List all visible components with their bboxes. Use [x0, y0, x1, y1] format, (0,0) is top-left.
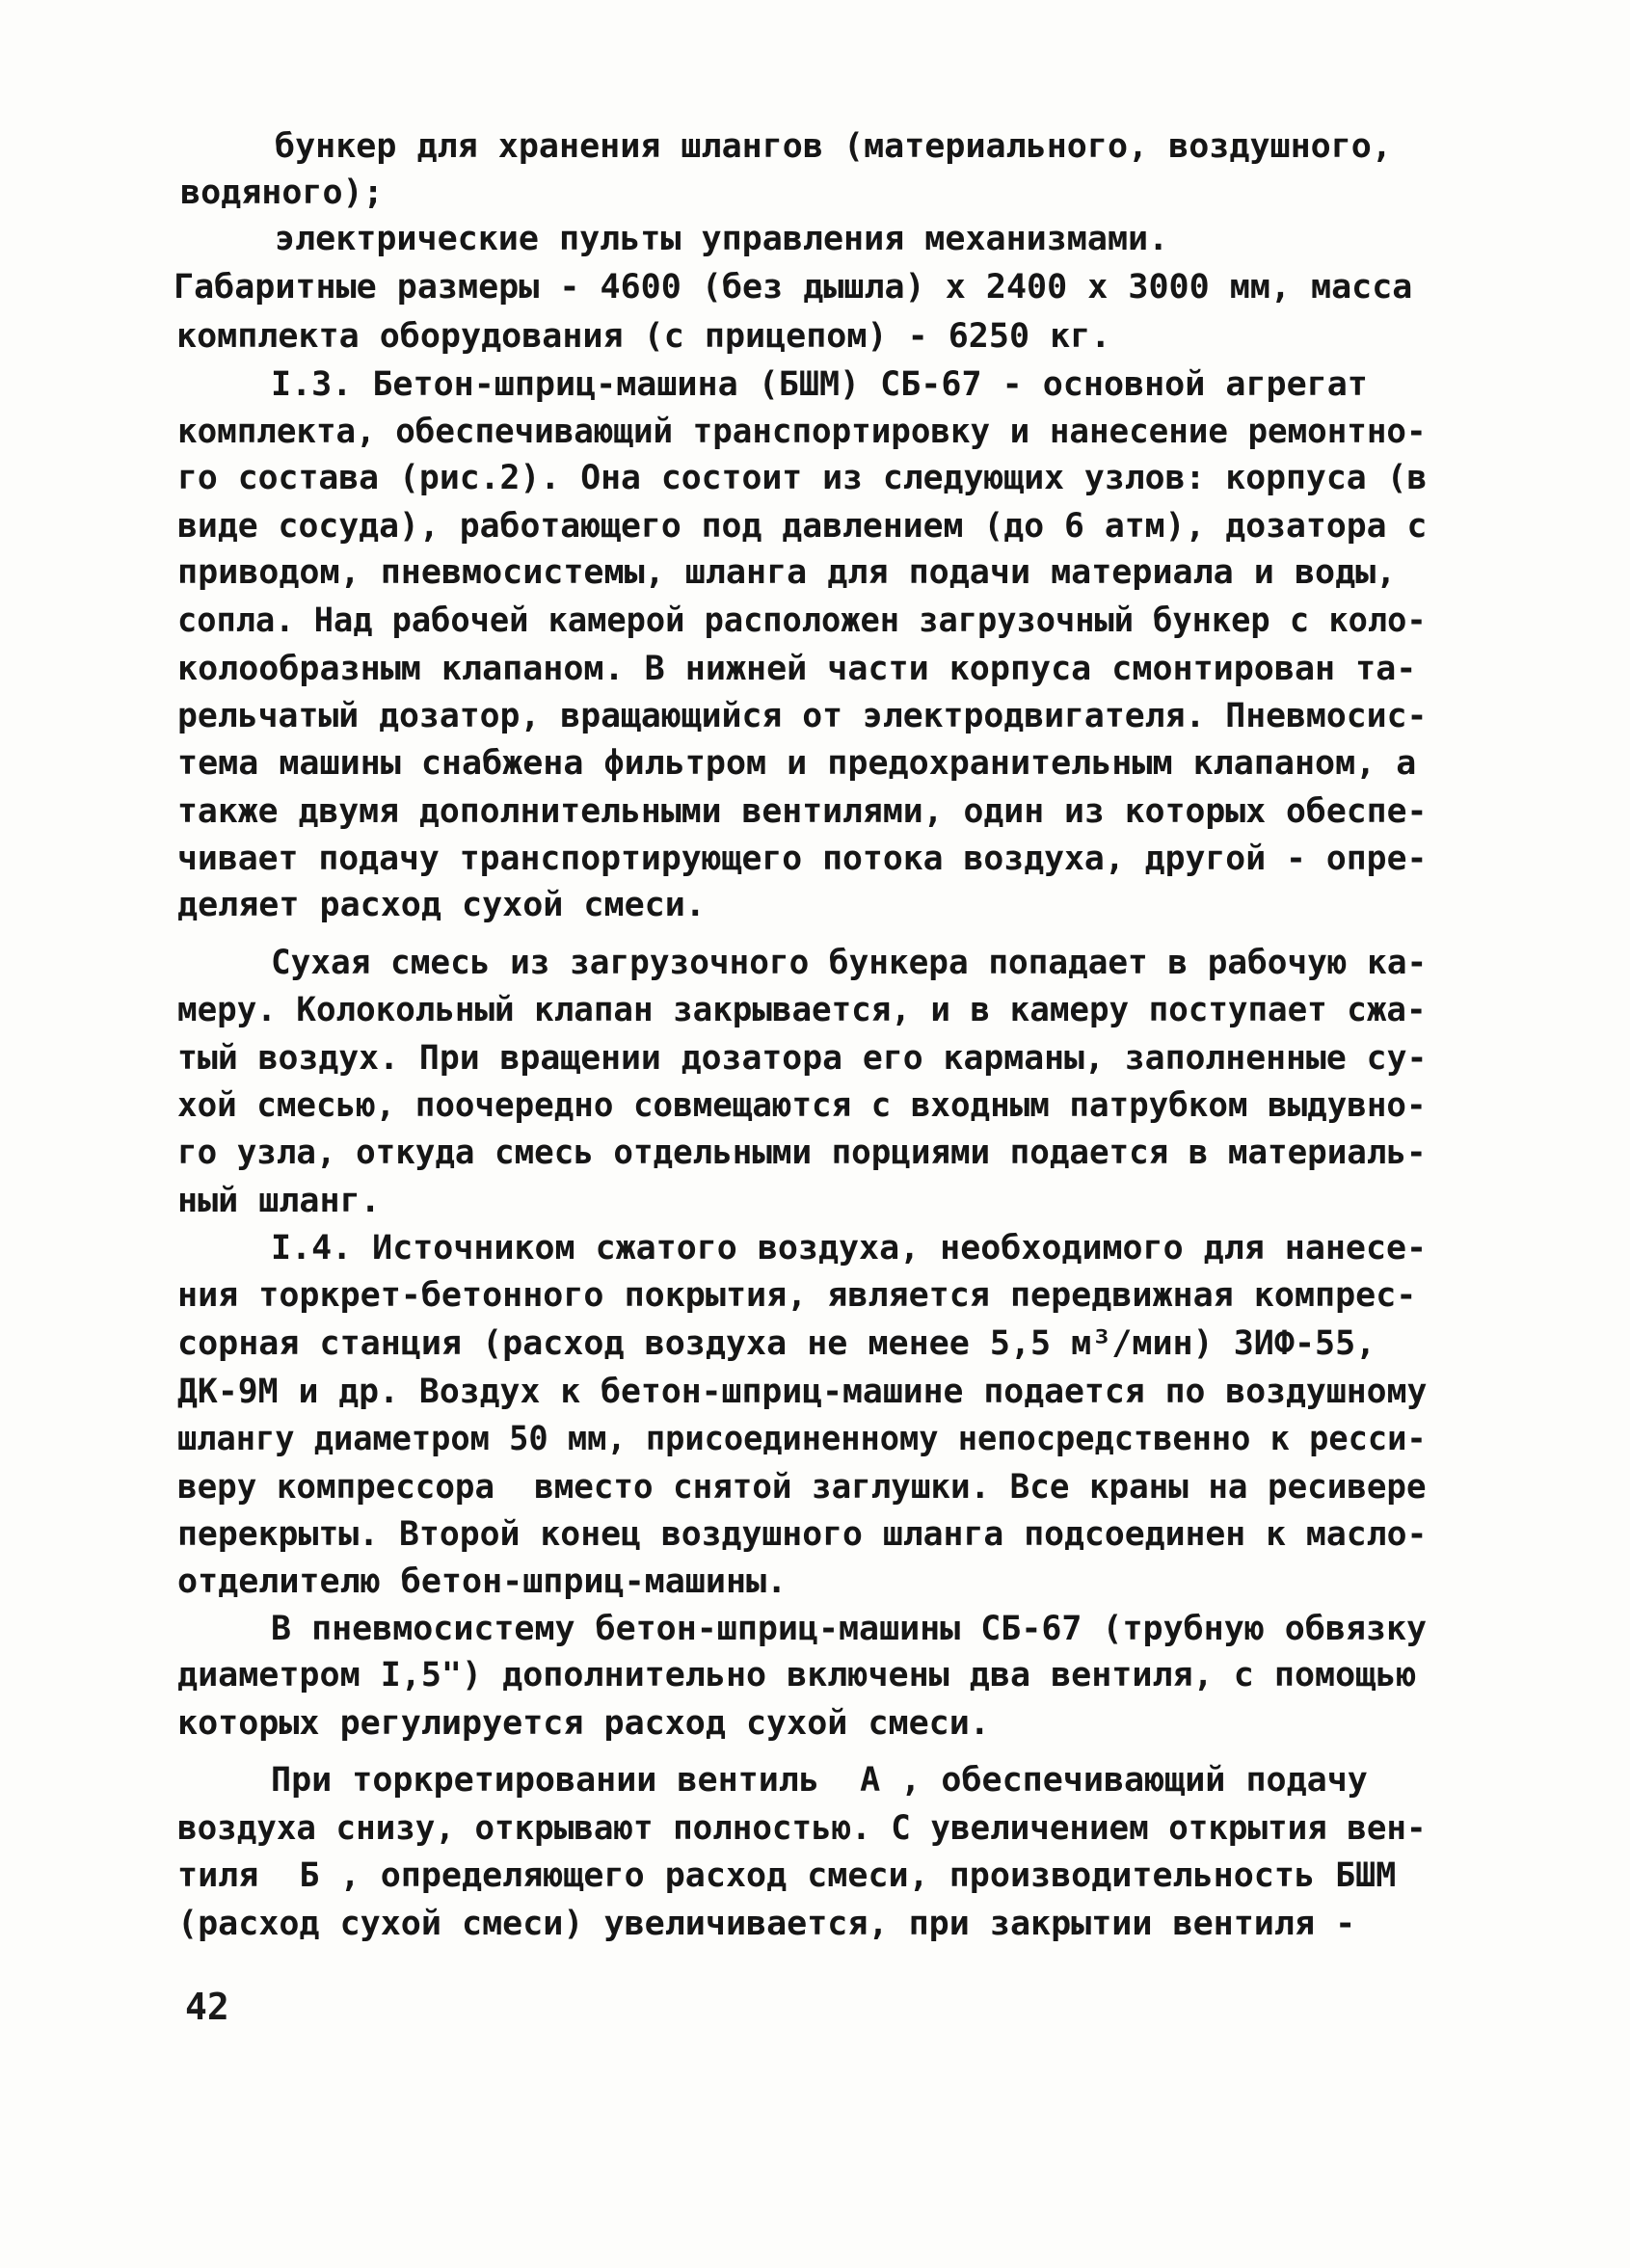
text-line: приводом, пневмосистемы, шланга для подачи материала и воды,	[177, 553, 1397, 592]
text-line: хой смесью, поочередно совмещаются с входным патрубком выдувно-	[177, 1086, 1427, 1125]
text-line: тый воздух. При вращении дозатора его карманы, заполненные су-	[177, 1039, 1428, 1078]
text-line: водяного);	[180, 173, 384, 212]
text-line: веру компрессора вместо снятой заглушки. Все краны на ресивере	[177, 1468, 1427, 1507]
text-line: тиля Б , определяющего расход смеси, производительность БШМ	[177, 1856, 1397, 1895]
text-line: чивает подачу транспортирующего потока воздуха, другой - опре-	[177, 840, 1428, 878]
text-line: Сухая смесь из загрузочного бункера попадает в рабочую ка-	[271, 944, 1428, 982]
text-line: также двумя дополнительными вентилями, один из которых обеспе-	[177, 792, 1428, 831]
text-line: перекрыты. Второй конец воздушного шланга подсоединен к масло-	[177, 1515, 1428, 1554]
text-line: рельчатый дозатор, вращающийся от электродвигателя. Пневмосис-	[177, 697, 1428, 735]
text-line: ДК-9М и др. Воздух к бетон-шприц-машине подается по воздушному	[177, 1373, 1428, 1411]
text-line: Габаритные размеры - 4600 (без дышла) х 2400 х 3000 мм, масса	[174, 268, 1413, 307]
text-line: комплекта, обеспечивающий транспортировку и нанесение ремонтно-	[177, 413, 1427, 451]
text-line: тема машины снабжена фильтром и предохранительным клапаном, а	[177, 744, 1417, 783]
text-line: (расход сухой смеси) увеличивается, при закрытии вентиля -	[177, 1905, 1356, 1943]
text-line: колообразным клапаном. В нижней части корпуса смонтирован та-	[177, 650, 1417, 688]
text-line: шлангу диаметром 50 мм, присоединенному непосредственно к ресси-	[177, 1420, 1427, 1458]
text-line: комплекта оборудования (с прицепом) - 6250 кг.	[176, 317, 1111, 356]
text-line: го узла, откуда смесь отдельными порциями подается в материаль-	[177, 1134, 1427, 1172]
text-line: меру. Колокольный клапан закрывается, и в камеру поступает сжа-	[177, 991, 1427, 1029]
text-line: воздуха снизу, открывают полностью. С увеличением открытия вен-	[177, 1809, 1427, 1848]
text-line: В пневмосистему бетон-шприц-машины СБ-67 (трубную обвязку	[271, 1610, 1428, 1648]
text-line: виде сосуда), работающего под давлением (до 6 атм), дозатора с	[177, 507, 1428, 546]
text-line: I.3. Бетон-шприц-машина (БШМ) СБ-67 - основной агрегат	[271, 365, 1368, 404]
text-line: сопла. Над рабочей камерой расположен загрузочный бункер с коло-	[177, 601, 1427, 640]
text-line: деляет расход сухой смеси.	[177, 886, 706, 924]
text-line: При торкретировании вентиль А , обеспечивающий подачу	[271, 1761, 1368, 1800]
text-line: сорная станция (расход воздуха не менее 5,5 м³/мин) ЗИФ-55,	[177, 1324, 1376, 1363]
text-line: диаметром I,5") дополнительно включены два вентиля, с помощью	[177, 1656, 1417, 1694]
text-line: ния торкрет-бетонного покрытия, является передвижная компрес-	[177, 1276, 1417, 1315]
text-line: электрические пульты управления механизмами.	[275, 220, 1169, 258]
text-line: отделителю бетон-шприц-машины.	[177, 1562, 788, 1601]
text-line: бункер для хранения шлангов (материального, воздушного,	[275, 127, 1392, 166]
page-number: 42	[185, 1986, 229, 2028]
text-line: го состава (рис.2). Она состоит из следующих узлов: корпуса (в	[177, 459, 1428, 497]
text-line: которых регулируется расход сухой смеси.	[177, 1704, 990, 1743]
text-line: ный шланг.	[177, 1182, 381, 1220]
text-line: I.4. Источником сжатого воздуха, необходимого для нанесе-	[271, 1229, 1428, 1267]
